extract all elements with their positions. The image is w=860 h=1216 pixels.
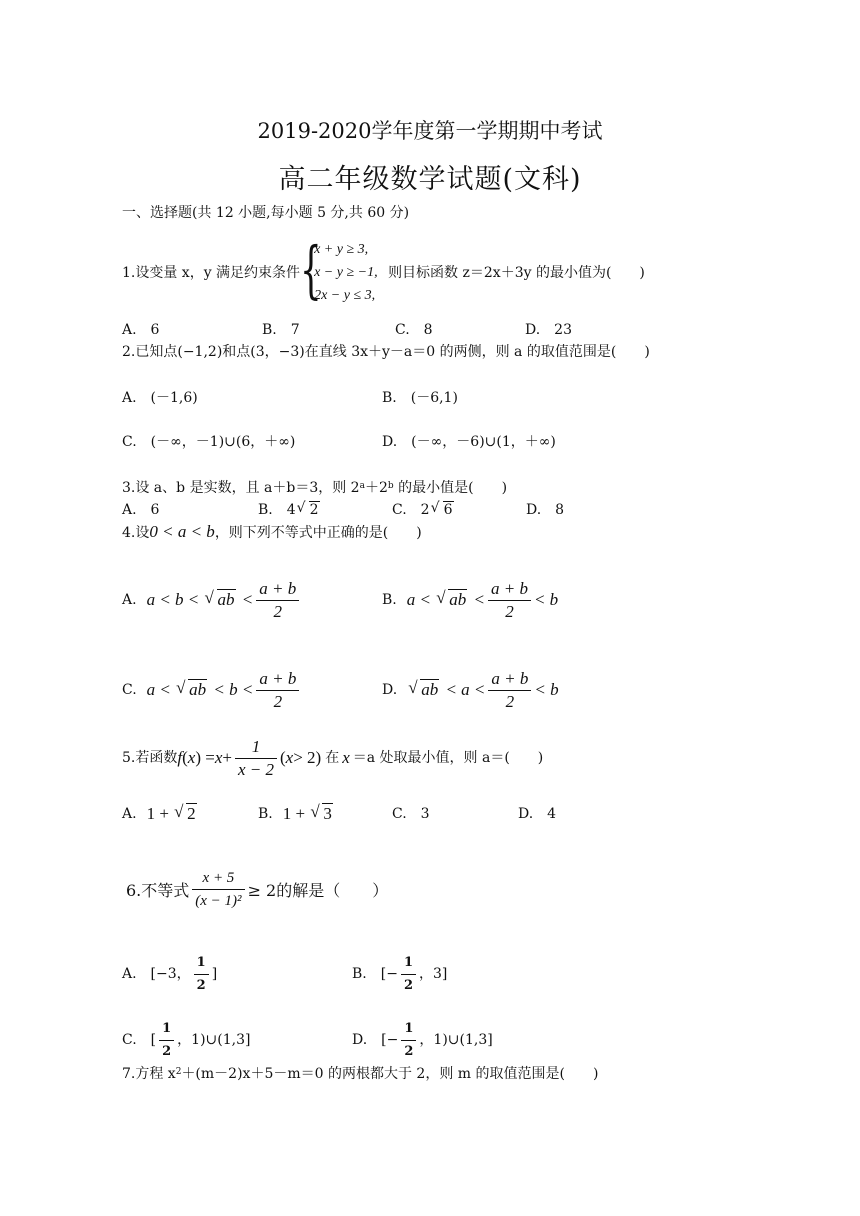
q6-b-end: ，3] — [418, 966, 448, 982]
q2-option-a: A. (－1,6) — [122, 390, 198, 406]
q1-constraint-2: x − y ≥ −1, — [314, 265, 378, 280]
q4-d-label: D. — [382, 682, 398, 698]
question-5: 5.若函数 f ( x ) = x + $\frac{1}{x - 2}$ ( x > 2) 在 x ＝a 处取最小值，则 a＝( ) — [122, 736, 544, 779]
q6-b-label: B. [− — [352, 966, 398, 982]
q3-c-label: C. 2 — [392, 502, 430, 518]
q3-text-a: 3.设 a、b 是实数，且 a＋b＝3，则 2 — [122, 480, 360, 496]
question-6 — [126, 864, 388, 914]
q7-exp: 2 — [175, 1067, 182, 1077]
q6-a-label: A. [−3， — [122, 966, 191, 982]
q6-a-end: ] — [211, 966, 218, 982]
q1-option-d: D. 23 — [525, 322, 572, 338]
q3-exp-b: b — [387, 481, 394, 491]
q1-option-c: C. 8 — [395, 322, 433, 338]
q4-b-label: B. — [382, 592, 397, 608]
q6-option-a: A. [−3， $\frac{1}{2}$ ] — [122, 956, 217, 992]
q4-option-d: D. √ ab < a < $\frac{a + b}{2}$ < b — [382, 666, 559, 714]
q5-suffix: ＝a 处取最小值，则 a＝( ) — [352, 750, 544, 766]
q2-option-d: D. (－∞，－6)∪(1，＋∞) — [382, 434, 556, 450]
q4-option-a: A. a < b < √ ab < $\frac{a + b}{2}$ — [122, 576, 302, 624]
q5-prefix: 5.若函数 — [122, 750, 178, 766]
q5-mid: 在 — [325, 750, 340, 766]
q4-option-b: B. a < √ ab < $\frac{a + b}{2}$ < b — [382, 576, 558, 624]
q1-constraint-1: x + y ≥ 3, — [314, 242, 369, 257]
q5-var: x — [342, 748, 350, 767]
exam-subtitle: 高二年级数学试题(文科) — [278, 164, 582, 195]
q2-option-b: B. (－6,1) — [382, 390, 458, 406]
q7-text-b: ＋(m－2)x＋5－m＝0 的两根都大于 2，则 m 的取值范围是( ) — [181, 1066, 599, 1082]
q3-b-label: B. 4 — [258, 502, 296, 518]
q1-prefix: 1.设变量 x，y 满足约束条件 — [122, 265, 301, 281]
q3-text-c: 的最小值是( ) — [393, 480, 508, 496]
q3-option-b — [258, 500, 322, 520]
q6-c-label: C. [ — [122, 1032, 157, 1048]
q6-d-label: D. [− — [352, 1032, 399, 1048]
q5-option-c: C. 3 — [392, 806, 430, 822]
q5-option-a: A. 1 + √ 2 — [122, 804, 199, 824]
q4-condition: 0 < a < b — [149, 522, 215, 541]
q4-option-c: C. a < √ ab < b < $\frac{a + b}{2}$ — [122, 666, 302, 714]
q1-constraint-system — [300, 233, 388, 306]
q4-a-label: A. — [122, 592, 137, 608]
question-4 — [122, 522, 422, 543]
q6-option-b: B. [− $\frac{1}{2}$ ，3] — [352, 956, 447, 992]
q2-option-c: C. (－∞，－1)∪(6，＋∞) — [122, 434, 296, 450]
q5-option-d: D. 4 — [518, 806, 557, 822]
section-heading: 一、选择题(共 12 小题,每小题 5 分,共 60 分) — [122, 205, 410, 221]
q6-prefix: 6.不等式 — [126, 880, 190, 900]
q6-rhs: ≥ 2的解是（ ） — [247, 880, 389, 900]
q3-b-radicand: 2 — [309, 502, 319, 518]
q6-denominator: (x − 1)² — [195, 892, 242, 909]
question-1 — [122, 233, 645, 306]
q3-exp-a: a — [359, 481, 365, 491]
q1-suffix: 则目标函数 z＝2x＋3y 的最小值为( ) — [388, 265, 645, 281]
q5-b-label: B. — [258, 806, 273, 822]
brace-icon: { — [300, 233, 322, 306]
q6-d-end: ，1)∪(1,3] — [419, 1032, 493, 1048]
q1-option-a: A. 6 — [122, 322, 160, 338]
question-3 — [122, 478, 507, 498]
q4-c-label: C. — [122, 682, 137, 698]
q5-option-b: B. 1 + √ 3 — [258, 804, 335, 824]
q4-prefix: 4.设 — [122, 525, 150, 541]
q5-a-label: A. — [122, 806, 137, 822]
q3-option-d: D. 8 — [526, 502, 565, 518]
q6-option-d: D. [− $\frac{1}{2}$ ，1)∪(1,3] — [352, 1022, 493, 1058]
q3-option-c — [392, 500, 456, 520]
exam-title: 2019-2020学年度第一学期期中考试 — [257, 119, 603, 143]
q6-numerator: x + 5 — [192, 867, 244, 890]
q3-option-a: A. 6 — [122, 502, 160, 518]
q4-suffix: ，则下列不等式中正确的是( ) — [214, 525, 422, 541]
q6-c-end: ，1)∪(1,3] — [177, 1032, 251, 1048]
q3-c-radicand: 6 — [443, 502, 453, 518]
question-2: 2.已知点(−1,2)和点(3，−3)在直线 3x＋y－a＝0 的两侧，则 a 的取值范围是( ) — [122, 344, 650, 360]
q6-option-c: C. [ $\frac{1}{2}$ ，1)∪(1,3] — [122, 1022, 250, 1058]
q7-text-a: 7.方程 x — [122, 1066, 176, 1082]
q1-option-b: B. 7 — [262, 322, 300, 338]
q3-text-b: ＋2 — [364, 480, 388, 496]
question-7 — [122, 1064, 598, 1084]
q1-constraint-3: 2x − y ≤ 3, — [314, 288, 376, 303]
